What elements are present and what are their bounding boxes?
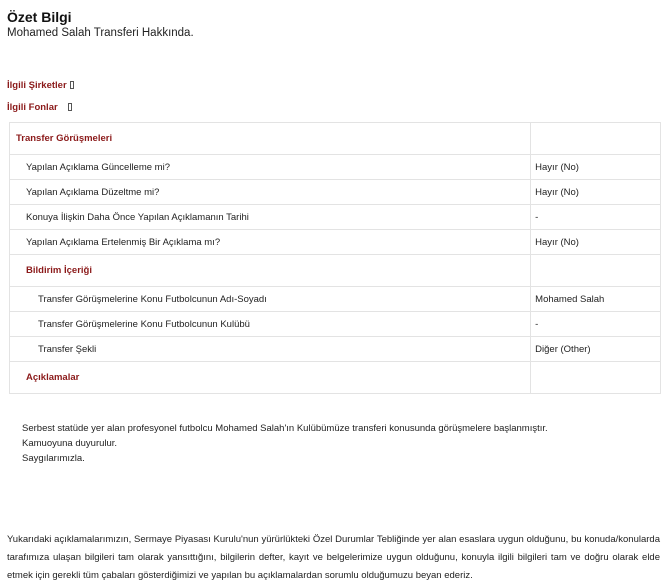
description-line: Serbest statüde yer alan profesyonel futbolcu Mohamed Salah'ın Kulübümüze transferi konusunda görüşmelere başlanmıştır. [22,423,548,434]
section-title: Açıklamalar [10,362,531,394]
table-row [10,287,661,312]
table-section-row [10,362,661,394]
legal-disclaimer: Yukarıdaki açıklamalarımızın, Sermaye Piyasası Kurulu'nun yürürlükteki Özel Durumlar Tebliğinde yer alan esaslara uygun olduğunu, bu konuda/konularda tarafımıza ulaşan bilgileri tam olarak yansıttığını, bilgilerin defter, kayıt ve belgelerimize uygun olduğunu, konuyla ilgili bilgileri tam ve doğru olarak elde etmek için gerekli tüm çabaları gösterdiğimizi ve yapılan bu açıklamalardan sorumlu olduğumuzu beyan ederiz. [7,534,660,581]
description-line: Saygılarımızla. [22,453,85,464]
row-value: Diğer (Other) [531,337,661,362]
section-title: Transfer Görüşmeleri [10,123,531,155]
page-subtitle: Mohamed Salah Transferi Hakkında. [7,27,194,39]
table-row [10,205,661,230]
table-section-row [10,255,661,287]
related-funds-label[interactable]: İlgili Fonlar [7,102,58,113]
row-label: Transfer Şekli [10,337,531,362]
row-value: - [531,205,661,230]
table-section-row [10,123,661,155]
related-companies[interactable] [7,80,74,91]
row-value: Hayır (No) [531,155,661,180]
description-block [22,421,548,466]
table-row [10,180,661,205]
row-value: Hayır (No) [531,230,661,255]
row-label: Transfer Görüşmelerine Konu Futbolcunun Kulübü [10,312,531,337]
page-title: Özet Bilgi [7,9,72,25]
table-row [10,312,661,337]
expand-box-icon[interactable] [70,81,74,89]
related-funds[interactable] [7,102,72,113]
row-label: Yapılan Açıklama Güncelleme mi? [10,155,531,180]
row-label: Transfer Görüşmelerine Konu Futbolcunun Adı-Soyadı [10,287,531,312]
row-label: Konuya İlişkin Daha Önce Yapılan Açıklamanın Tarihi [10,205,531,230]
table-row [10,155,661,180]
row-value: Hayır (No) [531,180,661,205]
disclosure-table [9,122,661,394]
table-row [10,337,661,362]
row-label: Yapılan Açıklama Ertelenmiş Bir Açıklama mı? [10,230,531,255]
expand-box-icon[interactable] [68,103,72,111]
description-line: Kamuoyuna duyurulur. [22,438,118,449]
table-row [10,230,661,255]
row-value: Mohamed Salah [531,287,661,312]
related-companies-label[interactable]: İlgili Şirketler [7,80,67,91]
section-title: Bildirim İçeriği [10,255,531,287]
row-value: - [531,312,661,337]
row-label: Yapılan Açıklama Düzeltme mi? [10,180,531,205]
